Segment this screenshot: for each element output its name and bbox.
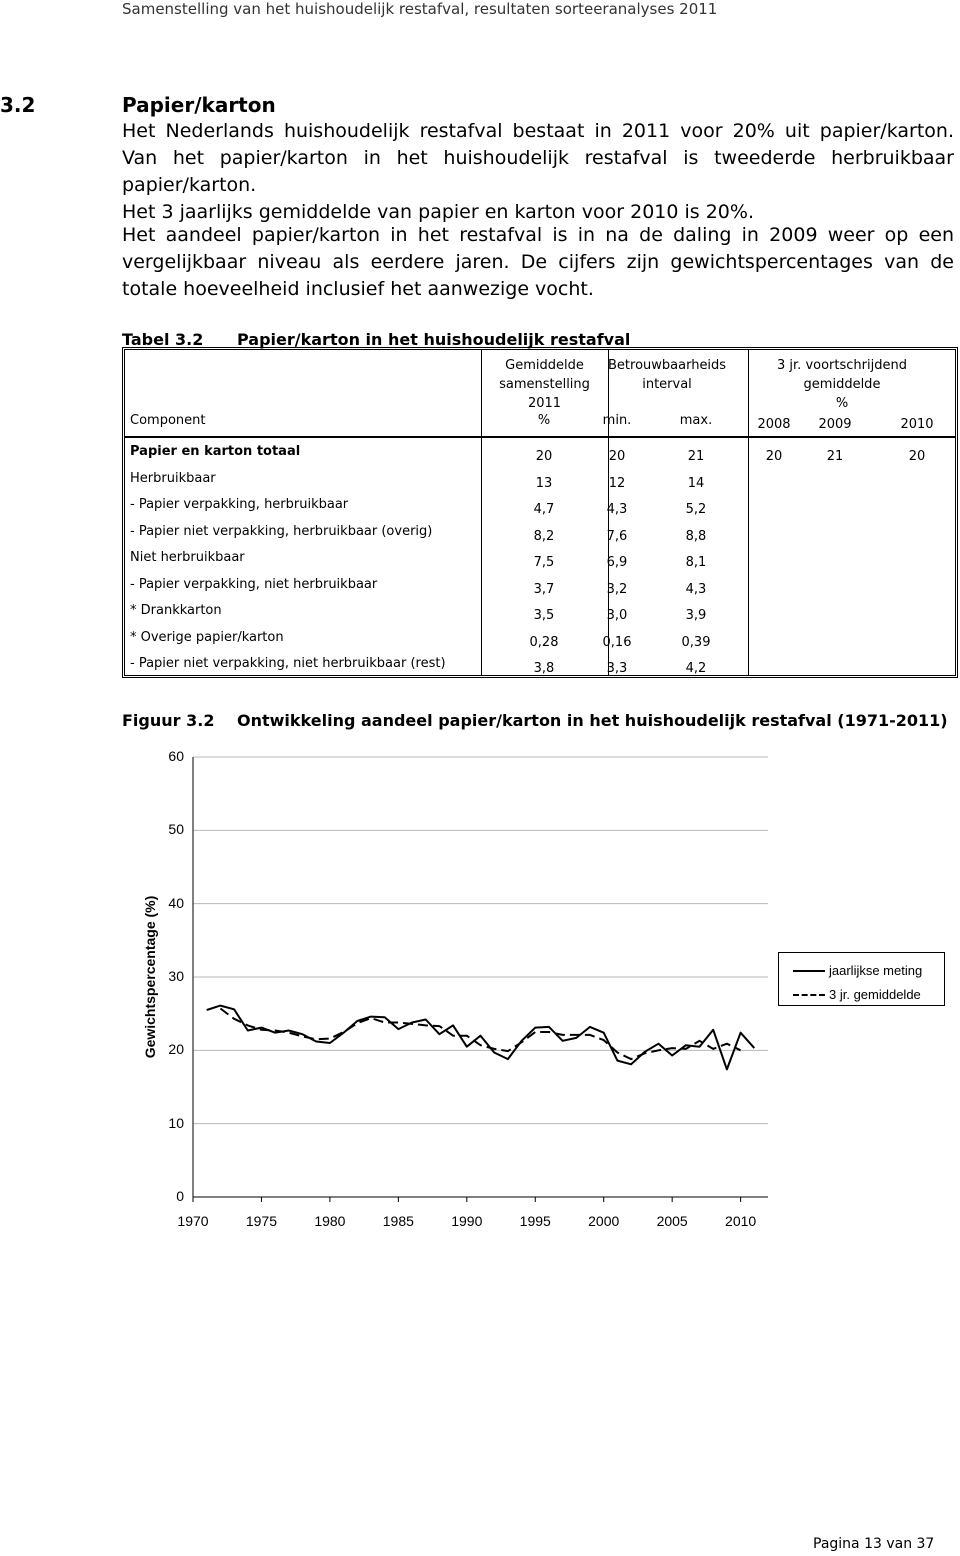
header-2009: 2009 bbox=[818, 417, 852, 432]
table-row-label: * Drankkarton bbox=[130, 603, 222, 618]
y-tick-label: 30 bbox=[168, 968, 184, 984]
x-tick-label: 1980 bbox=[314, 1213, 346, 1229]
header-min: min. bbox=[602, 413, 632, 428]
table-cell: 7,6 bbox=[606, 528, 628, 544]
table-cell: 12 bbox=[608, 475, 626, 491]
table-cell: 21 bbox=[826, 449, 844, 464]
table-cell: 3,2 bbox=[606, 581, 628, 597]
table-cell: 14 bbox=[687, 475, 705, 491]
table-cell: 4,2 bbox=[685, 661, 707, 676]
table-row-label: - Papier verpakking, herbruikbaar bbox=[130, 497, 349, 512]
x-tick-label: 2005 bbox=[656, 1213, 688, 1229]
y-tick-label: 40 bbox=[168, 894, 184, 911]
table-row-label: Herbruikbaar bbox=[130, 470, 216, 486]
legend-swatch-solid bbox=[793, 970, 825, 972]
paragraph-3: Het aandeel papier/karton in het restafval is in na de daling in 2009 weer op een vergelijkbaar niveau als eerdere jaren. De cijfers zijn gewichtspercentages van de totale hoeveelheid inclusief het aanwezige vocht. bbox=[122, 224, 954, 300]
x-tick-label: 1970 bbox=[177, 1213, 209, 1229]
table-row-label: Papier en karton totaal bbox=[130, 444, 301, 459]
x-tick-label: 1995 bbox=[519, 1213, 551, 1229]
header-percent: % bbox=[537, 413, 551, 428]
table-cell: 13 bbox=[535, 475, 553, 491]
table-row-label: * Overige papier/karton bbox=[130, 629, 284, 645]
chart-legend bbox=[778, 952, 945, 1006]
x-tick-label: 2010 bbox=[725, 1213, 757, 1229]
header-betrouwbaarheid: Betrouwbaarheids interval bbox=[608, 358, 727, 392]
table-cell: 3,3 bbox=[606, 661, 628, 676]
legend-label: 3 jr. gemiddelde bbox=[829, 987, 921, 1002]
series-line-jaarlijks bbox=[207, 1006, 755, 1070]
y-axis-label: Gewichtspercentage (%) bbox=[142, 895, 158, 1059]
table-cell: 4,3 bbox=[685, 581, 707, 597]
header-gemiddelde: Gemiddelde samenstelling 2011 bbox=[499, 358, 590, 411]
table-cell: 0,39 bbox=[681, 634, 711, 650]
table-cell: 20 bbox=[908, 449, 926, 464]
header-component: Component bbox=[130, 413, 206, 428]
header-2010: 2010 bbox=[900, 417, 934, 432]
paragraph-1: Het Nederlands huishoudelijk restafval bestaat in 2011 voor 20% uit papier/karton. Van het papier/karton in het huishoudelijk restafval is tweederde herbruikbaar papier/karton. bbox=[122, 120, 954, 196]
legend-label: jaarlijkse meting bbox=[829, 963, 923, 978]
y-tick-label: 20 bbox=[168, 1041, 184, 1058]
x-tick-label: 2000 bbox=[588, 1213, 620, 1229]
running-header: Samenstelling van het huishoudelijk restafval, resultaten sorteeranalyses 2011 bbox=[122, 0, 718, 18]
table-cell: 4,3 bbox=[606, 502, 628, 517]
paragraph-2: Het 3 jaarlijks gemiddelde van papier en karton voor 2010 is 20%. bbox=[122, 201, 754, 223]
y-tick-label: 60 bbox=[168, 748, 184, 764]
table-row-label: - Papier niet verpakking, niet herbruikbaar (rest) bbox=[130, 656, 446, 671]
header-2008: 2008 bbox=[757, 417, 791, 432]
table-cell: 20 bbox=[608, 449, 626, 464]
legend-swatch-dashed bbox=[793, 994, 825, 996]
table-caption-title: Papier/karton in het huishoudelijk restafval bbox=[237, 330, 631, 349]
table-cell: 21 bbox=[687, 449, 705, 464]
table-cell: 0,16 bbox=[602, 634, 632, 650]
table-caption-label: Tabel 3.2 bbox=[122, 330, 204, 349]
table-cell: 4,7 bbox=[533, 502, 555, 517]
y-tick-label: 50 bbox=[168, 821, 184, 838]
table-row-label: - Papier niet verpakking, herbruikbaar (overig) bbox=[130, 523, 433, 539]
table-cell: 3,5 bbox=[533, 608, 555, 623]
table-cell: 6,9 bbox=[606, 555, 628, 570]
table-cell: 3,8 bbox=[533, 661, 555, 676]
page-footer: Pagina 13 van 37 bbox=[813, 1536, 935, 1552]
table-cell: 8,8 bbox=[685, 528, 707, 544]
section-number: 3.2 bbox=[0, 93, 36, 117]
table-row-label: Niet herbruikbaar bbox=[130, 550, 245, 565]
table-cell: 8,2 bbox=[533, 528, 555, 544]
table-cell: 7,5 bbox=[533, 555, 555, 570]
header-max: max. bbox=[679, 413, 713, 428]
table-cell: 3,9 bbox=[685, 608, 707, 623]
table-cell: 8,1 bbox=[685, 555, 707, 570]
y-tick-label: 10 bbox=[168, 1114, 184, 1131]
table-cell: 3,0 bbox=[606, 608, 628, 623]
table-cell: 5,2 bbox=[685, 502, 707, 517]
section-title: Papier/karton bbox=[122, 93, 276, 117]
table-cell: 0,28 bbox=[529, 634, 559, 650]
x-tick-label: 1975 bbox=[245, 1213, 278, 1229]
table-cell: 20 bbox=[765, 449, 783, 464]
table-cell: 3,7 bbox=[533, 581, 555, 597]
table-cell: 20 bbox=[535, 449, 553, 464]
header-voortschrijdend: 3 jr. voortschrijdend gemiddelde % bbox=[777, 358, 907, 411]
figure-caption-title: Ontwikkeling aandeel papier/karton in het huishoudelijk restafval (1971-2011) bbox=[237, 711, 948, 730]
y-tick-label: 0 bbox=[176, 1188, 184, 1204]
figure-caption-label: Figuur 3.2 bbox=[122, 711, 215, 730]
x-tick-label: 1990 bbox=[451, 1213, 483, 1229]
table-row-label: - Papier verpakking, niet herbruikbaar bbox=[130, 576, 378, 592]
x-tick-label: 1985 bbox=[382, 1213, 414, 1229]
